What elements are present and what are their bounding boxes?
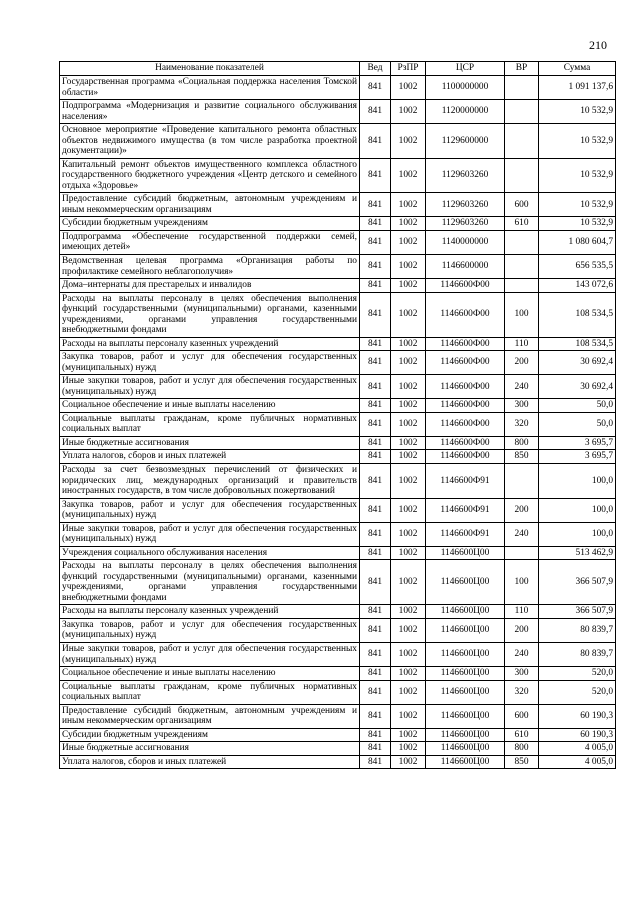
row-vr: 100 bbox=[505, 560, 539, 605]
row-ved: 841 bbox=[360, 498, 391, 522]
row-vr: 100 bbox=[505, 292, 539, 337]
table-row bbox=[60, 292, 616, 337]
row-sum: 100,0 bbox=[539, 464, 616, 499]
row-rzpr: 1002 bbox=[391, 704, 426, 728]
table-row bbox=[60, 375, 616, 399]
table-row bbox=[60, 76, 616, 100]
row-sum: 143 072,6 bbox=[539, 279, 616, 293]
table-row bbox=[60, 605, 616, 619]
row-vr: 600 bbox=[505, 193, 539, 217]
row-rzpr: 1002 bbox=[391, 522, 426, 546]
row-vr: 240 bbox=[505, 522, 539, 546]
row-csr: 1146600Ц00 bbox=[426, 667, 505, 681]
row-ved: 841 bbox=[360, 450, 391, 464]
row-sum: 4 005,0 bbox=[539, 755, 616, 769]
table-row bbox=[60, 728, 616, 742]
row-ved: 841 bbox=[360, 412, 391, 436]
row-ved: 841 bbox=[360, 124, 391, 159]
row-name: Социальные выплаты гражданам, кроме публичных нормативных социальных выплат bbox=[60, 412, 360, 436]
row-sum: 366 507,9 bbox=[539, 560, 616, 605]
row-name: Социальные выплаты гражданам, кроме публичных нормативных социальных выплат bbox=[60, 680, 360, 704]
row-vr: 800 bbox=[505, 742, 539, 756]
table-row bbox=[60, 680, 616, 704]
table-row bbox=[60, 742, 616, 756]
row-rzpr: 1002 bbox=[391, 498, 426, 522]
row-ved: 841 bbox=[360, 642, 391, 666]
row-ved: 841 bbox=[360, 76, 391, 100]
row-rzpr: 1002 bbox=[391, 100, 426, 124]
row-csr: 1146600Ф91 bbox=[426, 522, 505, 546]
table-row bbox=[60, 230, 616, 254]
row-ved: 841 bbox=[360, 560, 391, 605]
row-rzpr: 1002 bbox=[391, 230, 426, 254]
table-row bbox=[60, 618, 616, 642]
row-rzpr: 1002 bbox=[391, 399, 426, 413]
row-rzpr: 1002 bbox=[391, 279, 426, 293]
row-ved: 841 bbox=[360, 755, 391, 769]
row-vr: 850 bbox=[505, 755, 539, 769]
row-sum: 1 091 137,6 bbox=[539, 76, 616, 100]
row-vr: 610 bbox=[505, 217, 539, 231]
row-rzpr: 1002 bbox=[391, 412, 426, 436]
row-csr: 1146600Ц00 bbox=[426, 605, 505, 619]
row-vr: 110 bbox=[505, 337, 539, 351]
row-rzpr: 1002 bbox=[391, 193, 426, 217]
row-name: Уплата налогов, сборов и иных платежей bbox=[60, 755, 360, 769]
row-csr: 1146600Ц00 bbox=[426, 680, 505, 704]
row-csr: 1120000000 bbox=[426, 100, 505, 124]
row-csr: 1146600Ф00 bbox=[426, 292, 505, 337]
row-ved: 841 bbox=[360, 399, 391, 413]
table-row bbox=[60, 642, 616, 666]
row-csr: 1146600Ф00 bbox=[426, 337, 505, 351]
row-sum: 100,0 bbox=[539, 498, 616, 522]
row-vr: 610 bbox=[505, 728, 539, 742]
table-header-row bbox=[60, 62, 616, 76]
row-sum: 60 190,3 bbox=[539, 704, 616, 728]
row-sum: 108 534,5 bbox=[539, 337, 616, 351]
row-sum: 30 692,4 bbox=[539, 351, 616, 375]
row-sum: 100,0 bbox=[539, 522, 616, 546]
row-ved: 841 bbox=[360, 193, 391, 217]
row-csr: 1146600Ц00 bbox=[426, 728, 505, 742]
row-ved: 841 bbox=[360, 254, 391, 278]
row-sum: 366 507,9 bbox=[539, 605, 616, 619]
table-row bbox=[60, 560, 616, 605]
row-vr: 110 bbox=[505, 605, 539, 619]
row-vr: 200 bbox=[505, 498, 539, 522]
row-sum: 520,0 bbox=[539, 667, 616, 681]
row-sum: 3 695,7 bbox=[539, 436, 616, 450]
row-sum: 10 532,9 bbox=[539, 124, 616, 159]
row-name: Иные закупки товаров, работ и услуг для обеспечения государственных (муниципальных) нужд bbox=[60, 522, 360, 546]
row-rzpr: 1002 bbox=[391, 680, 426, 704]
row-rzpr: 1002 bbox=[391, 375, 426, 399]
row-csr: 1146600Ц00 bbox=[426, 618, 505, 642]
row-rzpr: 1002 bbox=[391, 436, 426, 450]
row-csr: 1146600Ц00 bbox=[426, 642, 505, 666]
row-ved: 841 bbox=[360, 230, 391, 254]
row-rzpr: 1002 bbox=[391, 546, 426, 560]
table-row bbox=[60, 436, 616, 450]
row-name: Расходы на выплаты персоналу казенных учреждений bbox=[60, 337, 360, 351]
row-name: Субсидии бюджетным учреждениям bbox=[60, 728, 360, 742]
table-row bbox=[60, 124, 616, 159]
row-name: Предоставление субсидий бюджетным, автономным учреждениям и иным некоммерческим организациям bbox=[60, 193, 360, 217]
row-rzpr: 1002 bbox=[391, 254, 426, 278]
row-vr: 800 bbox=[505, 436, 539, 450]
row-rzpr: 1002 bbox=[391, 450, 426, 464]
row-csr: 1146600Ф00 bbox=[426, 279, 505, 293]
row-vr: 200 bbox=[505, 618, 539, 642]
row-rzpr: 1002 bbox=[391, 76, 426, 100]
row-ved: 841 bbox=[360, 351, 391, 375]
row-vr: 240 bbox=[505, 375, 539, 399]
row-csr: 1146600Ц00 bbox=[426, 704, 505, 728]
row-csr: 1100000000 bbox=[426, 76, 505, 100]
row-name: Иные бюджетные ассигнования bbox=[60, 742, 360, 756]
row-name: Иные закупки товаров, работ и услуг для обеспечения государственных (муниципальных) нужд bbox=[60, 642, 360, 666]
row-vr bbox=[505, 158, 539, 193]
row-ved: 841 bbox=[360, 375, 391, 399]
header-name: Наименование показателей bbox=[60, 62, 360, 76]
row-vr bbox=[505, 546, 539, 560]
row-name: Подпрограмма «Модернизация и развитие социального обслуживания населения» bbox=[60, 100, 360, 124]
table-row bbox=[60, 193, 616, 217]
page-number: 210 bbox=[589, 38, 607, 52]
row-vr bbox=[505, 230, 539, 254]
row-name: Дома–интернаты для престарелых и инвалидов bbox=[60, 279, 360, 293]
row-sum: 108 534,5 bbox=[539, 292, 616, 337]
row-vr: 320 bbox=[505, 680, 539, 704]
row-rzpr: 1002 bbox=[391, 351, 426, 375]
table-row bbox=[60, 100, 616, 124]
row-name: Государственная программа «Социальная поддержка населения Томской области» bbox=[60, 76, 360, 100]
row-ved: 841 bbox=[360, 605, 391, 619]
row-name: Предоставление субсидий бюджетным, автономным учреждениям и иным некоммерческим организациям bbox=[60, 704, 360, 728]
row-rzpr: 1002 bbox=[391, 605, 426, 619]
row-name: Подпрограмма «Обеспечение государственной поддержки семей, имеющих детей» bbox=[60, 230, 360, 254]
table-row bbox=[60, 254, 616, 278]
row-vr bbox=[505, 464, 539, 499]
row-name: Закупка товаров, работ и услуг для обеспечения государственных (муниципальных) нужд bbox=[60, 618, 360, 642]
table-row bbox=[60, 704, 616, 728]
row-ved: 841 bbox=[360, 728, 391, 742]
row-csr: 1146600Ф00 bbox=[426, 450, 505, 464]
row-csr: 1146600000 bbox=[426, 254, 505, 278]
row-rzpr: 1002 bbox=[391, 158, 426, 193]
row-rzpr: 1002 bbox=[391, 642, 426, 666]
row-name: Расходы на выплаты персоналу казенных учреждений bbox=[60, 605, 360, 619]
row-csr: 1146600Ф91 bbox=[426, 498, 505, 522]
row-ved: 841 bbox=[360, 436, 391, 450]
row-ved: 841 bbox=[360, 667, 391, 681]
table-row bbox=[60, 667, 616, 681]
row-ved: 841 bbox=[360, 546, 391, 560]
row-vr: 200 bbox=[505, 351, 539, 375]
row-rzpr: 1002 bbox=[391, 464, 426, 499]
table-row bbox=[60, 279, 616, 293]
row-sum: 10 532,9 bbox=[539, 193, 616, 217]
row-ved: 841 bbox=[360, 618, 391, 642]
row-sum: 10 532,9 bbox=[539, 217, 616, 231]
row-sum: 4 005,0 bbox=[539, 742, 616, 756]
row-csr: 1146600Ф00 bbox=[426, 412, 505, 436]
row-csr: 1129603260 bbox=[426, 158, 505, 193]
row-csr: 1129603260 bbox=[426, 217, 505, 231]
row-name: Учреждения социального обслуживания населения bbox=[60, 546, 360, 560]
row-sum: 10 532,9 bbox=[539, 158, 616, 193]
row-name: Иные бюджетные ассигнования bbox=[60, 436, 360, 450]
row-csr: 1146600Ф91 bbox=[426, 464, 505, 499]
row-ved: 841 bbox=[360, 337, 391, 351]
header-ved: Вед bbox=[360, 62, 391, 76]
row-ved: 841 bbox=[360, 742, 391, 756]
table-row bbox=[60, 158, 616, 193]
row-rzpr: 1002 bbox=[391, 742, 426, 756]
row-name: Уплата налогов, сборов и иных платежей bbox=[60, 450, 360, 464]
row-name: Расходы на выплаты персоналу в целях обеспечения выполнения функций государственными (муниципальными) органами, казенными учреждениями, органами управления государственными внебюджетными фондами bbox=[60, 292, 360, 337]
row-rzpr: 1002 bbox=[391, 124, 426, 159]
row-sum: 50,0 bbox=[539, 412, 616, 436]
table-row bbox=[60, 522, 616, 546]
header-csr: ЦСР bbox=[426, 62, 505, 76]
row-rzpr: 1002 bbox=[391, 667, 426, 681]
table-row bbox=[60, 546, 616, 560]
row-ved: 841 bbox=[360, 279, 391, 293]
row-csr: 1129600000 bbox=[426, 124, 505, 159]
row-rzpr: 1002 bbox=[391, 337, 426, 351]
table-row bbox=[60, 464, 616, 499]
row-name: Субсидии бюджетным учреждениям bbox=[60, 217, 360, 231]
row-vr bbox=[505, 76, 539, 100]
row-vr bbox=[505, 100, 539, 124]
row-name: Социальное обеспечение и иные выплаты населению bbox=[60, 667, 360, 681]
row-name: Закупка товаров, работ и услуг для обеспечения государственных (муниципальных) нужд bbox=[60, 351, 360, 375]
table-row bbox=[60, 498, 616, 522]
row-vr: 320 bbox=[505, 412, 539, 436]
row-vr: 300 bbox=[505, 667, 539, 681]
row-rzpr: 1002 bbox=[391, 618, 426, 642]
budget-table bbox=[59, 61, 616, 769]
table-row bbox=[60, 217, 616, 231]
row-csr: 1140000000 bbox=[426, 230, 505, 254]
row-csr: 1146600Ц00 bbox=[426, 755, 505, 769]
row-ved: 841 bbox=[360, 680, 391, 704]
header-vr: ВР bbox=[505, 62, 539, 76]
row-name: Расходы за счет безвозмездных перечислений от физических и юридических лиц, международных организаций и правительств иностранных государств, в том числе добровольных пожертвований bbox=[60, 464, 360, 499]
row-sum: 60 190,3 bbox=[539, 728, 616, 742]
row-csr: 1129603260 bbox=[426, 193, 505, 217]
row-csr: 1146600Ц00 bbox=[426, 560, 505, 605]
row-sum: 1 080 604,7 bbox=[539, 230, 616, 254]
table-row bbox=[60, 755, 616, 769]
row-ved: 841 bbox=[360, 158, 391, 193]
row-sum: 80 839,7 bbox=[539, 642, 616, 666]
row-name: Социальное обеспечение и иные выплаты населению bbox=[60, 399, 360, 413]
row-vr bbox=[505, 124, 539, 159]
row-ved: 841 bbox=[360, 522, 391, 546]
table-row bbox=[60, 450, 616, 464]
row-name: Капитальный ремонт объектов имущественного комплекса областного государственного бюджетного учреждения «Центр детского и семейного отдыха «Здоровье» bbox=[60, 158, 360, 193]
row-csr: 1146600Ф00 bbox=[426, 351, 505, 375]
row-sum: 656 535,5 bbox=[539, 254, 616, 278]
row-csr: 1146600Ф00 bbox=[426, 375, 505, 399]
row-vr: 600 bbox=[505, 704, 539, 728]
header-sum: Сумма bbox=[539, 62, 616, 76]
row-rzpr: 1002 bbox=[391, 728, 426, 742]
table-row bbox=[60, 337, 616, 351]
row-ved: 841 bbox=[360, 464, 391, 499]
row-vr bbox=[505, 254, 539, 278]
row-name: Расходы на выплаты персоналу в целях обеспечения выполнения функций государственными (муниципальными) органами, казенными учреждениями, органами управления государственными внебюджетными фондами bbox=[60, 560, 360, 605]
row-sum: 520,0 bbox=[539, 680, 616, 704]
row-rzpr: 1002 bbox=[391, 755, 426, 769]
row-ved: 841 bbox=[360, 217, 391, 231]
row-ved: 841 bbox=[360, 100, 391, 124]
row-vr bbox=[505, 279, 539, 293]
table-row bbox=[60, 399, 616, 413]
row-name: Закупка товаров, работ и услуг для обеспечения государственных (муниципальных) нужд bbox=[60, 498, 360, 522]
row-sum: 50,0 bbox=[539, 399, 616, 413]
row-sum: 10 532,9 bbox=[539, 100, 616, 124]
row-ved: 841 bbox=[360, 704, 391, 728]
row-ved: 841 bbox=[360, 292, 391, 337]
row-name: Иные закупки товаров, работ и услуг для обеспечения государственных (муниципальных) нужд bbox=[60, 375, 360, 399]
row-name: Основное мероприятие «Проведение капитального ремонта областных объектов недвижимого имущества (в том числе разработка проектной документации)» bbox=[60, 124, 360, 159]
table-row bbox=[60, 351, 616, 375]
row-csr: 1146600Ц00 bbox=[426, 742, 505, 756]
row-csr: 1146600Ц00 bbox=[426, 546, 505, 560]
row-rzpr: 1002 bbox=[391, 292, 426, 337]
row-sum: 80 839,7 bbox=[539, 618, 616, 642]
row-sum: 513 462,9 bbox=[539, 546, 616, 560]
row-name: Ведомственная целевая программа «Организация работы по профилактике семейного неблагополучия» bbox=[60, 254, 360, 278]
row-vr: 850 bbox=[505, 450, 539, 464]
row-vr: 240 bbox=[505, 642, 539, 666]
row-rzpr: 1002 bbox=[391, 217, 426, 231]
row-csr: 1146600Ф00 bbox=[426, 399, 505, 413]
row-vr: 300 bbox=[505, 399, 539, 413]
row-sum: 3 695,7 bbox=[539, 450, 616, 464]
row-rzpr: 1002 bbox=[391, 560, 426, 605]
header-rzpr: РзПР bbox=[391, 62, 426, 76]
table-body bbox=[60, 76, 616, 769]
row-csr: 1146600Ф00 bbox=[426, 436, 505, 450]
row-sum: 30 692,4 bbox=[539, 375, 616, 399]
table-row bbox=[60, 412, 616, 436]
